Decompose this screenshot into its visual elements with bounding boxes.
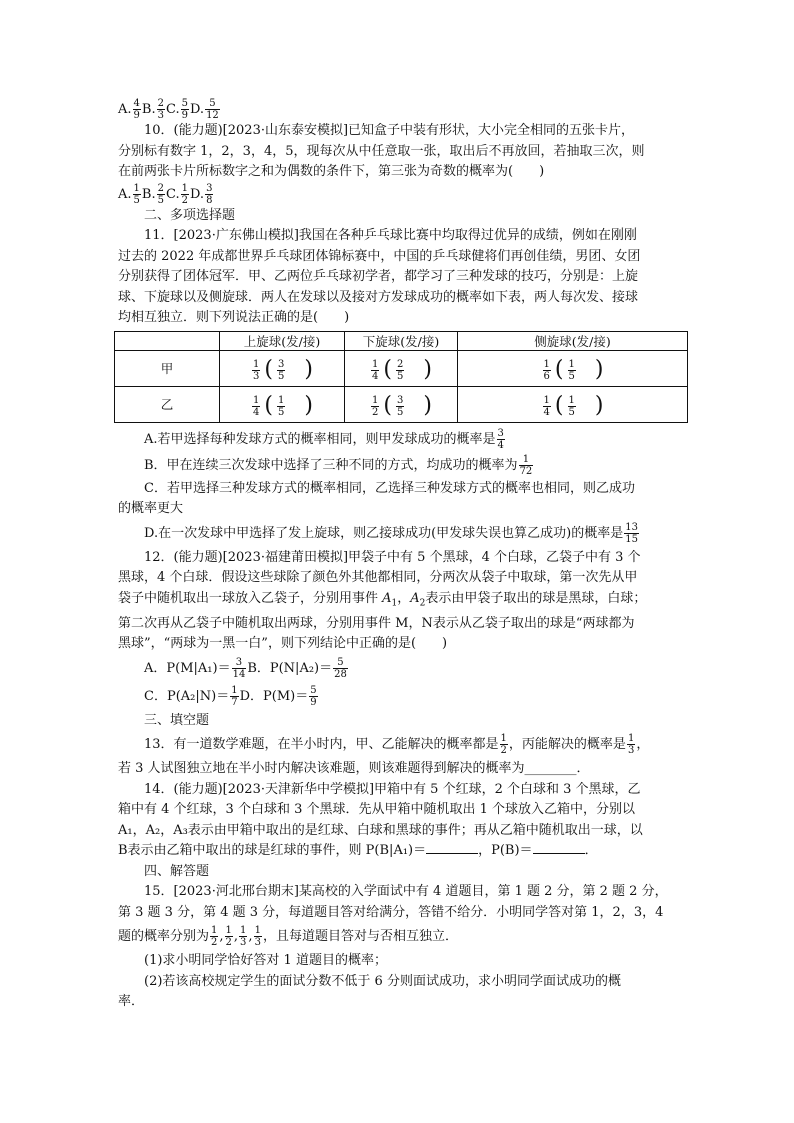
q10-stem: 10．(能力题)[2023·山东泰安模拟]已知盒子中装有形状，大小完全相同的五张卡片， bbox=[144, 123, 635, 138]
section-heading: 四、解答题 bbox=[144, 863, 210, 879]
q11-option-a: A.若甲选择每种发球方式的概率相同，则甲发球成功的概率是 $\frac{3}{4}$ bbox=[144, 427, 504, 451]
answer-blank[interactable] bbox=[533, 841, 585, 854]
table-header: 下旋球(发/接) bbox=[345, 331, 458, 350]
table-header-row bbox=[115, 331, 688, 350]
table-header bbox=[115, 331, 220, 350]
table-cell: $\frac{1}{4}$ ( $\frac{1}{5}$ ) bbox=[458, 386, 688, 422]
table-cell: $\frac{1}{4}$ ( $\frac{1}{5}$ ) bbox=[220, 386, 345, 422]
q13-stem: 若 3 人试图独立地在半小时内解决该难题，则该难题得到解决的概率为________． bbox=[118, 761, 590, 777]
row-label: 乙 bbox=[115, 386, 220, 422]
table-cell: $\frac{1}{3}$ ( $\frac{3}{5}$ ) bbox=[220, 350, 345, 386]
q14-stem: 14．(能力题)[2023·天津新华中学模拟]甲箱中有 5 个红球，2 个白球和 3 个黑球，乙 bbox=[144, 781, 641, 797]
document-page bbox=[118, 96, 688, 1013]
table-row bbox=[115, 386, 688, 422]
table-row bbox=[115, 350, 688, 386]
q11-stem: 11．[2023·广东佛山模拟]我国在各种乒乓球比赛中均取得过优异的成绩，例如在刚刚 bbox=[144, 228, 637, 243]
q12-stem: 12．(能力题)[2023·福建莆田模拟]甲袋子中有 5 个黑球，4 个白球，乙袋子中有 3 个 bbox=[144, 549, 641, 565]
q11-stem: 过去的 2022 年成都世界乒乓球团体锦标赛中，中国的乒乓球健将们再创佳绩，男团、女团 bbox=[118, 248, 641, 264]
q11-stem: 分别获得了团体冠军．甲、乙两位乒乓球初学者，都学习了三种发球的技巧，分别是：上旋 bbox=[118, 269, 639, 284]
fraction: $\frac{1}{2}$ bbox=[181, 182, 188, 206]
q12-stem: 第二次再从乙袋子中随机取出两球，分别用事件 M，N表示从乙袋子取出的球是“两球都为 bbox=[118, 615, 635, 631]
q14-stem: B表示由乙箱中取出的球是红球的事件，则 P(B|A₁)＝ ，P(B)＝ ． bbox=[118, 843, 598, 859]
table-cell: $\frac{1}{2}$ ( $\frac{3}{5}$ ) bbox=[345, 386, 458, 422]
q9-options: A. $\frac{4}{9}$ B. $\frac{2}{3}$ C. $\frac{5}{9}$ D. $\frac{5}{12}$ bbox=[118, 98, 219, 121]
fraction: $\frac{2}{3}$ bbox=[157, 98, 164, 121]
q15-stem: 题的概率分别为 $\frac{1}{2}$ , $\frac{1}{2}$ , $\frac{1}{3}$ , $\frac{1}{3}$ ，且每道题目答对与否相互独立． bbox=[118, 925, 458, 949]
fraction: $\frac{2}{5}$ bbox=[157, 182, 164, 206]
q10-stem: 分别标有数字 1，2，3，4，5，现每次从中任意取一张，取出后不再放回，若抽取三次，则 bbox=[118, 143, 645, 159]
q15-sub2: (2)若该高校规定学生的面试分数不低于 6 分则面试成功，求小明同学面试成功的概 bbox=[144, 973, 621, 989]
fraction: $\frac{1}{5}$ bbox=[133, 182, 140, 206]
fraction: $\frac{5}{9}$ bbox=[181, 98, 188, 121]
q11-option-b: B．甲在连续三次发球中选择了三种不同的方式，均成功的概率为 $\frac{1}{72}$ bbox=[144, 453, 533, 477]
q12-stem: 黑球”，“两球为一黑一白”，则下列结论中正确的是( ) bbox=[118, 636, 448, 652]
q14-stem: A₁，A₂，A₃表示由甲箱中取出的是红球、白球和黑球的事件；再从乙箱中随机取出一球，以 bbox=[118, 822, 643, 838]
q12-options-ab: A．P(M|A₁)＝ $\frac{3}{14}$ B．P(N|A₂)＝ $\frac{5}{28}$ bbox=[144, 656, 347, 680]
row-label: 甲 bbox=[115, 350, 220, 386]
q11-option-c: 的概率更大 bbox=[118, 501, 184, 516]
q12-stem: 黑球，4 个白球．假设这些球除了颜色外其他都相同，分两次从袋子中取球，第一次先从甲 bbox=[118, 570, 638, 585]
q12-stem: 袋子中随机取出一球放入乙袋子，分别用事件 $A_1$，$A_2$表示由甲袋子取出的球是黑球，白球； bbox=[118, 590, 647, 609]
q11-option-d: D.在一次发球中甲选择了发上旋球，则乙接球成功(甲发球失误也算乙成功)的概率是 $\frac{13}{15}$ bbox=[144, 521, 638, 545]
q10-options: A. $\frac{1}{5}$ B. $\frac{2}{5}$ C. $\frac{1}{2}$ D. $\frac{3}{8}$ bbox=[118, 182, 213, 206]
q11-stem: 球、下旋球以及侧旋球．两人在发球以及接对方发球成功的概率如下表，两人每次发、接球 bbox=[118, 289, 639, 305]
q15-sub2: 率． bbox=[118, 994, 145, 1010]
q10-stem: 在前两张卡片所标数字之和为偶数的条件下，第三张为奇数的概率为( ) bbox=[118, 164, 545, 179]
q11-stem: 均相互独立．则下列说法正确的是( ) bbox=[118, 310, 350, 325]
fraction: $\frac{4}{9}$ bbox=[133, 98, 140, 121]
table-header: 侧旋球(发/接) bbox=[458, 331, 688, 350]
section-heading: 二、多项选择题 bbox=[144, 207, 236, 223]
probability-table bbox=[114, 331, 688, 423]
answer-blank[interactable] bbox=[426, 841, 478, 854]
fraction: $\frac{3}{8}$ bbox=[206, 182, 213, 206]
section-heading: 三、填空题 bbox=[144, 712, 210, 728]
q15-stem: 第 3 题 3 分，第 4 题 3 分，每道题目答对给满分，答错不给分．小明同学答对第 1，2，3，4 bbox=[118, 904, 664, 920]
table-header: 上旋球(发/接) bbox=[220, 331, 345, 350]
table-cell: $\frac{1}{4}$ ( $\frac{2}{5}$ ) bbox=[345, 350, 458, 386]
q15-sub1: (1)求小明同学恰好答对 1 道题目的概率； bbox=[144, 953, 387, 969]
q15-stem: 15．[2023·河北邢台期末]某高校的入学面试中有 4 道题目，第 1 题 2 分，第 2 题 2 分， bbox=[144, 884, 668, 900]
q12-options-cd: C．P(A₂|N)＝ $\frac{1}{7}$ D．P(M)＝ $\frac{5}{9}$ bbox=[144, 684, 317, 708]
table-cell: $\frac{1}{6}$ ( $\frac{1}{5}$ ) bbox=[458, 350, 688, 386]
q11-option-c: C．若甲选择三种发球方式的概率相同，乙选择三种发球方式的概率也相同，则乙成功 bbox=[144, 480, 635, 496]
fraction: $\frac{5}{12}$ bbox=[206, 98, 219, 121]
q13-stem: 13．有一道数学难题，在半小时内，甲、乙能解决的概率都是 $\frac{1}{2}$ ，丙能解决的概率是 $\frac{1}{3}$ ， bbox=[144, 733, 650, 757]
q14-stem: 箱中有 4 个红球，3 个白球和 3 个黑球．先从甲箱中随机取出 1 个球放入乙箱中，分别以 bbox=[118, 802, 636, 818]
